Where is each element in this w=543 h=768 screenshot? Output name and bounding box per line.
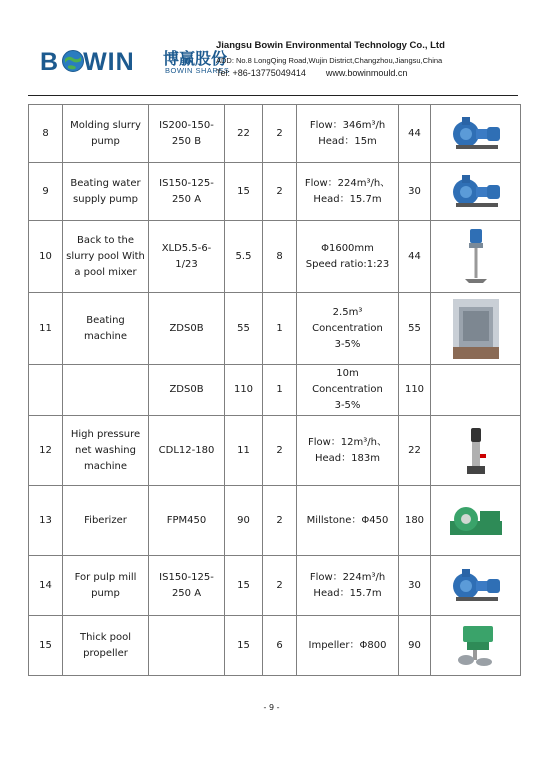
parameter-line: Flow：12m³/h、 <box>307 436 387 448</box>
equipment-image <box>431 556 521 616</box>
parameters <box>297 616 399 676</box>
propeller-mixer-icon <box>434 624 517 668</box>
quantity: 1 <box>263 365 297 416</box>
equipment-name: Beating machine <box>63 293 149 365</box>
centrifugal-pump-icon <box>434 567 517 605</box>
equipment-image <box>431 416 521 486</box>
header-divider <box>28 95 518 96</box>
total-power: 44 <box>399 105 431 163</box>
parameters <box>297 163 399 221</box>
equipment-name: Fiberizer <box>63 486 149 556</box>
model-number: CDL12-180 <box>149 416 225 486</box>
parameter-line: Flow：346m³/h <box>309 119 386 131</box>
parameters <box>297 416 399 486</box>
equipment-image <box>431 293 521 365</box>
total-power: 110 <box>399 365 431 416</box>
website: www.bowinmould.cn <box>325 68 408 78</box>
table-row <box>29 616 521 676</box>
row-number <box>29 365 63 416</box>
power-kw: 15 <box>225 616 263 676</box>
parameters <box>297 105 399 163</box>
row-number: 13 <box>29 486 63 556</box>
equipment-name: Molding slurry pump <box>63 105 149 163</box>
total-power: 90 <box>399 616 431 676</box>
parameter-line: Head：183m <box>315 452 380 464</box>
power-kw: 15 <box>225 556 263 616</box>
model-number: IS150-125-250 A <box>149 556 225 616</box>
logo-english-name: BOWIN SHARES <box>165 66 230 75</box>
parameter-line: Flow：224m³/h、 <box>304 177 391 189</box>
quantity: 2 <box>263 486 297 556</box>
total-power: 22 <box>399 416 431 486</box>
phone-number: Tel: +86-13775049414 <box>216 68 306 78</box>
table-row <box>29 416 521 486</box>
company-name: Jiangsu Bowin Environmental Technology Co., Ltd <box>216 40 445 51</box>
logo-chinese-name: 博赢股份 <box>163 49 228 68</box>
equipment-image <box>431 105 521 163</box>
model-number: ZDS0B <box>149 365 225 416</box>
equipment-image <box>431 221 521 293</box>
multistage-pump-icon <box>434 426 517 476</box>
row-number: 9 <box>29 163 63 221</box>
parameter-line: Head：15.7m <box>313 587 382 599</box>
parameter-line: Millstone：Φ450 <box>306 514 389 526</box>
equipment-name <box>63 365 149 416</box>
table-row <box>29 293 521 365</box>
equipment-table-body <box>29 105 521 676</box>
power-kw: 15 <box>225 163 263 221</box>
quantity: 6 <box>263 616 297 676</box>
model-number <box>149 616 225 676</box>
table-row <box>29 365 521 416</box>
total-power: 180 <box>399 486 431 556</box>
quantity: 1 <box>263 293 297 365</box>
parameters <box>297 365 399 416</box>
row-number: 10 <box>29 221 63 293</box>
parameters <box>297 556 399 616</box>
parameter-line: Speed ratio:1:23 <box>305 258 390 270</box>
table-row <box>29 486 521 556</box>
contact-line <box>216 68 407 78</box>
total-power: 30 <box>399 556 431 616</box>
vertical-mixer-icon <box>434 227 517 287</box>
row-number: 11 <box>29 293 63 365</box>
parameter-line: Flow：224m³/h <box>309 571 386 583</box>
globe-icon <box>61 49 85 73</box>
power-kw: 5.5 <box>225 221 263 293</box>
equipment-name: Back to the slurry pool With a pool mixer <box>63 221 149 293</box>
row-number: 12 <box>29 416 63 486</box>
power-kw: 22 <box>225 105 263 163</box>
power-kw: 110 <box>225 365 263 416</box>
parameter-line: 10m Concentration <box>312 368 383 395</box>
equipment-name: High pressure net washing machine <box>63 416 149 486</box>
row-number: 14 <box>29 556 63 616</box>
parameters <box>297 221 399 293</box>
equipment-image <box>431 365 521 416</box>
quantity: 2 <box>263 556 297 616</box>
model-number: ZDS0B <box>149 293 225 365</box>
parameter-line: Φ1600mm <box>321 242 374 254</box>
equipment-image <box>431 486 521 556</box>
logo-wordmark: B WIN <box>40 48 135 76</box>
equipment-name: Beating water supply pump <box>63 163 149 221</box>
parameters <box>297 293 399 365</box>
parameter-line: 2.5m³ <box>332 306 363 318</box>
beating-machine-icon <box>434 299 517 359</box>
table-row <box>29 163 521 221</box>
parameter-line: Concentration <box>312 322 383 334</box>
quantity: 2 <box>263 163 297 221</box>
page-header <box>0 0 543 96</box>
total-power: 30 <box>399 163 431 221</box>
parameter-line: Impeller：Φ800 <box>308 639 387 651</box>
parameter-line: 3-5% <box>334 400 361 411</box>
power-kw: 90 <box>225 486 263 556</box>
equipment-name: For pulp mill pump <box>63 556 149 616</box>
equipment-image <box>431 163 521 221</box>
page-number: - 9 - <box>263 703 280 712</box>
table-row <box>29 556 521 616</box>
power-kw: 11 <box>225 416 263 486</box>
row-number: 8 <box>29 105 63 163</box>
equipment-image <box>431 616 521 676</box>
model-number: IS150-125-250 A <box>149 163 225 221</box>
centrifugal-pump-icon <box>434 173 517 211</box>
model-number: XLD5.5-6-1/23 <box>149 221 225 293</box>
quantity: 2 <box>263 416 297 486</box>
parameter-line: 3-5% <box>334 338 361 350</box>
model-number: FPM450 <box>149 486 225 556</box>
quantity: 8 <box>263 221 297 293</box>
power-kw: 55 <box>225 293 263 365</box>
equipment-table <box>28 104 521 676</box>
company-address: ADD: No.8 LongQing Road,Wujin District,Changzhou,Jiangsu,China <box>216 56 443 65</box>
row-number: 15 <box>29 616 63 676</box>
fiberizer-icon <box>434 501 517 541</box>
bowin-logo <box>40 44 230 84</box>
centrifugal-pump-icon <box>434 115 517 153</box>
parameter-line: Head：15m <box>318 135 377 147</box>
parameters <box>297 486 399 556</box>
quantity: 2 <box>263 105 297 163</box>
table-row <box>29 221 521 293</box>
equipment-name: Thick pool propeller <box>63 616 149 676</box>
model-number: IS200-150-250 B <box>149 105 225 163</box>
total-power: 55 <box>399 293 431 365</box>
parameter-line: Head：15.7m <box>313 193 382 205</box>
table-row <box>29 105 521 163</box>
total-power: 44 <box>399 221 431 293</box>
